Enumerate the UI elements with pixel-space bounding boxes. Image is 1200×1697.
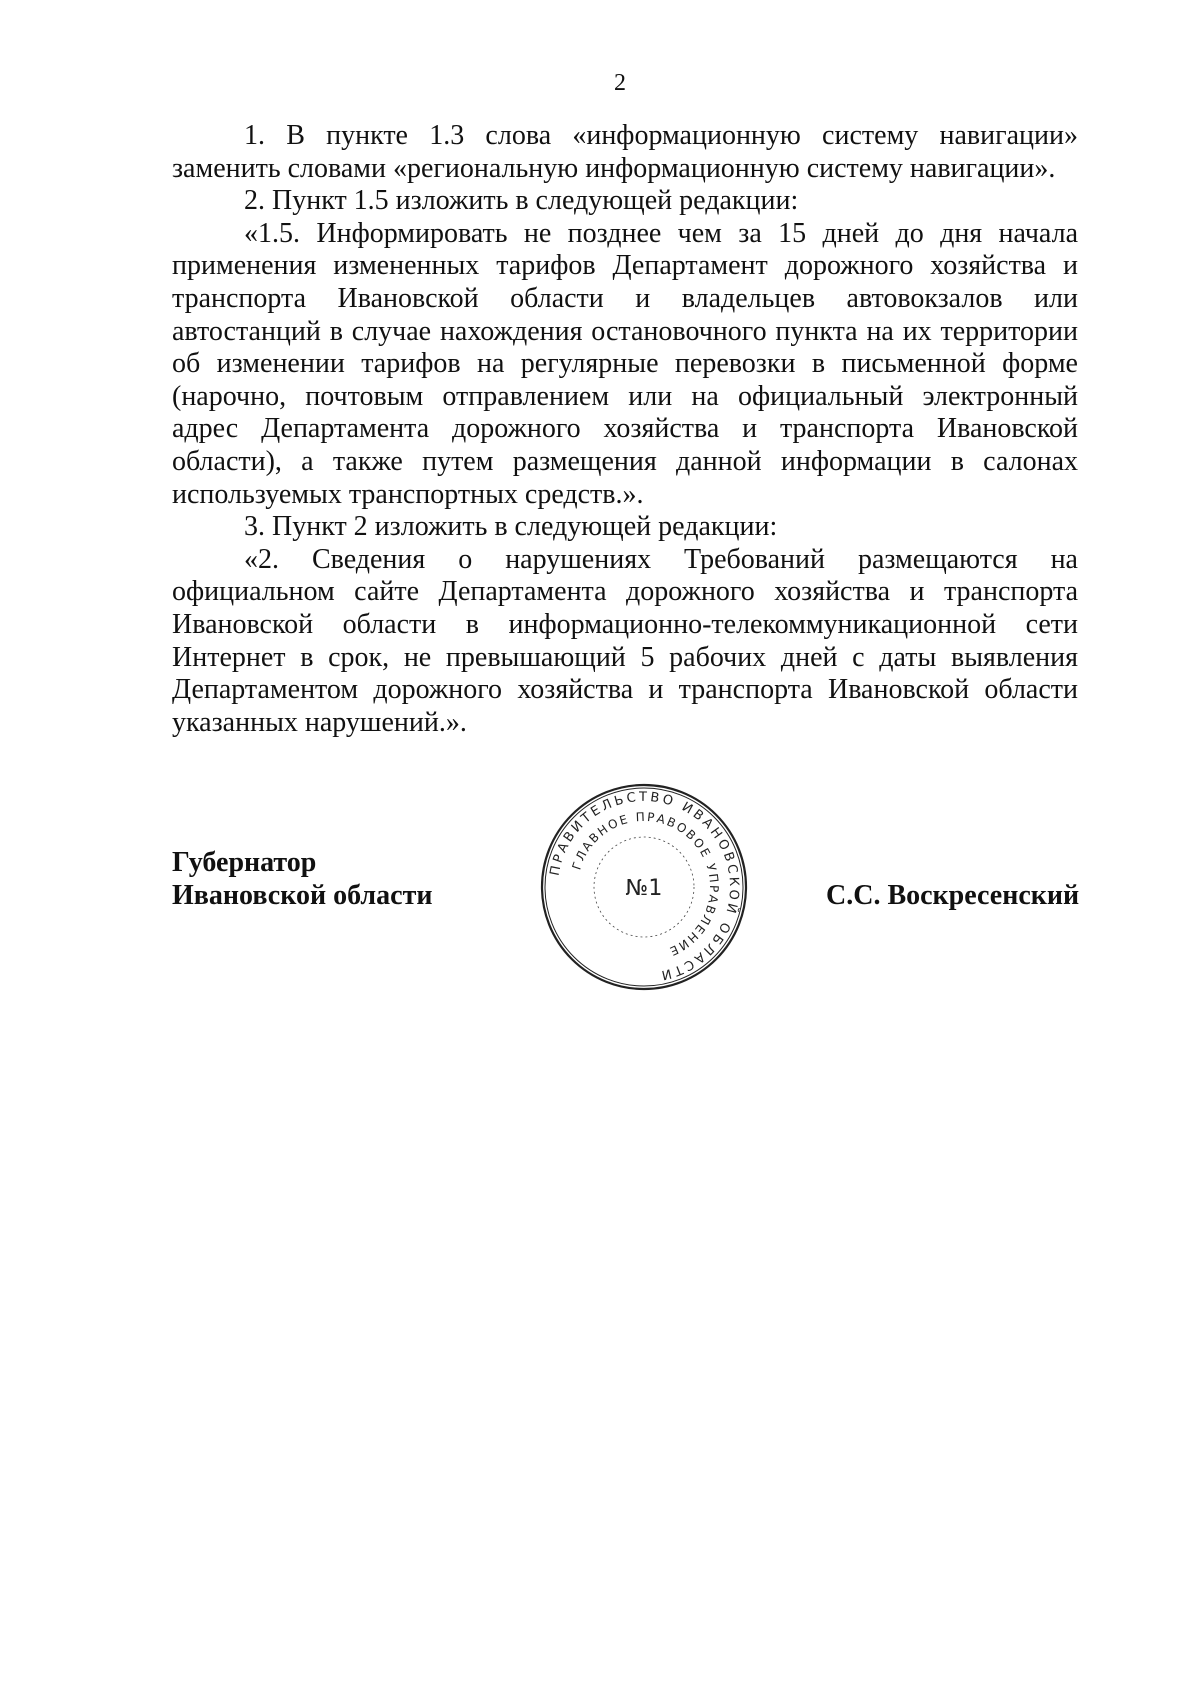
signer-title	[172, 846, 432, 912]
paragraph-amendment-3: 3. Пункт 2 изложить в следующей редакции:	[244, 511, 778, 543]
paragraph-clause-2: «2. Сведения о нарушениях Требований размещаются на официальном сайте Департамента дорожного хозяйства и транспорта Ивановской области в информационно-телекоммуникационной сети Интернет в срок, не превышающий 5 рабочих дней с даты выявления Департаментом дорожного хозяйства и транспорта Ивановской области указанных нарушений.».	[172, 543, 1078, 738]
seal-outer-text: ПРАВИТЕЛЬСТВО ИВАНОВСКОЙ ОБЛАСТИ	[547, 789, 742, 983]
paragraph-clause-1-5: «1.5. Информировать не позднее чем за 15 дней до дня начала применения измененных тарифов Департамент дорожного хозяйства и транспорта Ивановской области и владельцев автовокзалов или автостанций в случае нахождения остановочного пункта на их территории об изменении тарифов на регулярные перевозки в письменной форме (нарочно, почтовым отправлением или на официальный электронный адрес Департамента дорожного хозяйства и транспорта Ивановской области), а также путем размещения данной информации в салонах используемых транспортных средств.».	[172, 217, 1078, 510]
signature-block	[0, 782, 1200, 1002]
signer-title-line2: Ивановской области	[172, 880, 433, 911]
signer-name: С.С. Воскресенский	[826, 880, 1080, 911]
official-seal	[536, 782, 752, 992]
paragraph-amendment-2: 2. Пункт 1.5 изложить в следующей редакции:	[244, 185, 799, 217]
page-number: 2	[614, 70, 626, 96]
seal-inner-text: ГЛАВНОЕ ПРАВОВОЕ УПРАВЛЕНИЕ	[569, 809, 722, 959]
document-body	[172, 120, 1078, 739]
seal-center-number: №1	[625, 876, 663, 901]
signer-title-line1: Губернатор	[172, 847, 317, 878]
paragraph-amendment-1: 1. В пункте 1.3 слова «информационную систему навигации» заменить словами «региональную информационную систему навигации».	[172, 120, 1078, 184]
